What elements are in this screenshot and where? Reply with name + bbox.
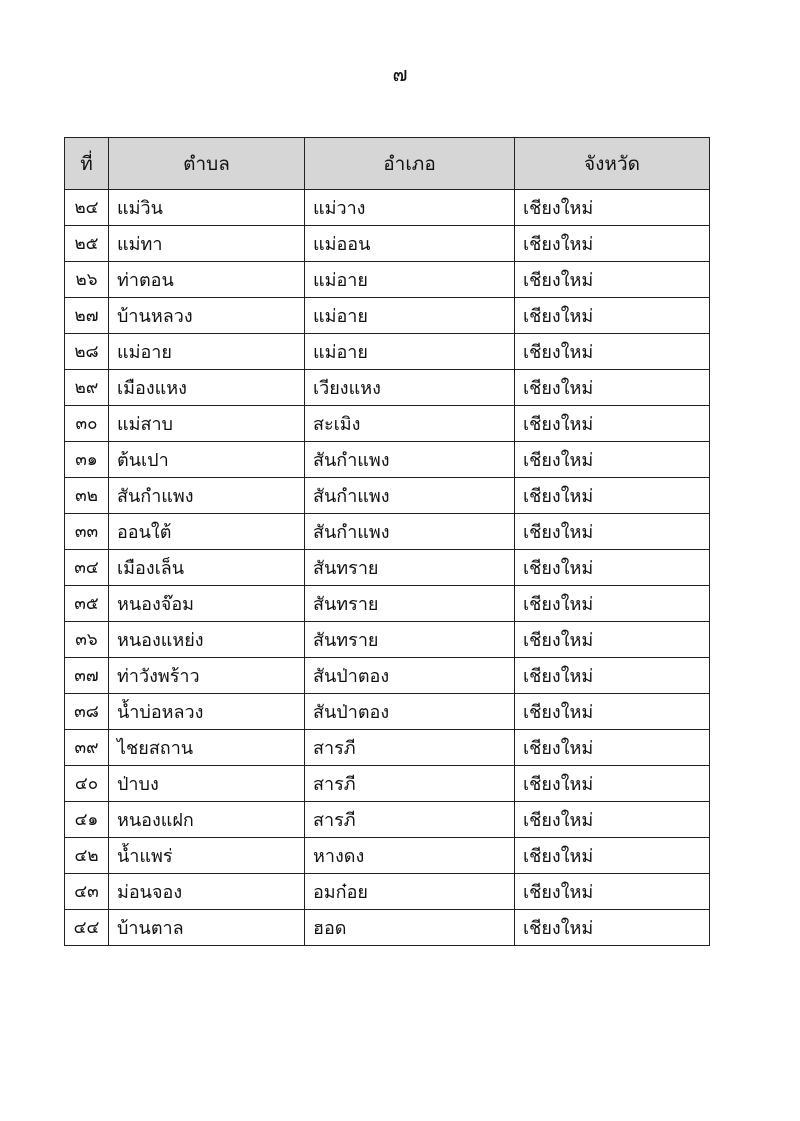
province-cell: เชียงใหม่ bbox=[515, 262, 710, 298]
district-cell: สันกำแพง bbox=[305, 442, 515, 478]
header-row bbox=[65, 138, 710, 190]
table-row bbox=[65, 442, 710, 478]
district-cell: สารภี bbox=[305, 766, 515, 802]
row-number-cell: ๓๑ bbox=[65, 442, 109, 478]
district-cell: สารภี bbox=[305, 730, 515, 766]
province-cell: เชียงใหม่ bbox=[515, 586, 710, 622]
table-row bbox=[65, 874, 710, 910]
subdistrict-cell: ต้นเปา bbox=[109, 442, 305, 478]
subdistrict-cell: แม่ทา bbox=[109, 226, 305, 262]
subdistrict-table bbox=[64, 137, 710, 946]
province-cell: เชียงใหม่ bbox=[515, 694, 710, 730]
province-cell: เชียงใหม่ bbox=[515, 874, 710, 910]
row-number-cell: ๒๕ bbox=[65, 226, 109, 262]
district-cell: สันทราย bbox=[305, 586, 515, 622]
subdistrict-cell: ท่าตอน bbox=[109, 262, 305, 298]
province-cell: เชียงใหม่ bbox=[515, 910, 710, 946]
row-number-cell: ๓๓ bbox=[65, 514, 109, 550]
province-cell: เชียงใหม่ bbox=[515, 226, 710, 262]
table-row bbox=[65, 226, 710, 262]
subdistrict-cell: แม่อาย bbox=[109, 334, 305, 370]
table-row bbox=[65, 766, 710, 802]
province-cell: เชียงใหม่ bbox=[515, 730, 710, 766]
province-cell: เชียงใหม่ bbox=[515, 478, 710, 514]
district-cell: แม่ออน bbox=[305, 226, 515, 262]
row-number-cell: ๓๙ bbox=[65, 730, 109, 766]
table-row bbox=[65, 910, 710, 946]
district-cell: สันป่าตอง bbox=[305, 658, 515, 694]
header-no: ที่ bbox=[65, 138, 109, 190]
table-body bbox=[65, 190, 710, 946]
row-number-cell: ๓๕ bbox=[65, 586, 109, 622]
subdistrict-cell: หนองจ๊อม bbox=[109, 586, 305, 622]
district-cell: สารภี bbox=[305, 802, 515, 838]
subdistrict-cell: ป่าบง bbox=[109, 766, 305, 802]
row-number-cell: ๒๙ bbox=[65, 370, 109, 406]
table-row bbox=[65, 586, 710, 622]
row-number-cell: ๔๔ bbox=[65, 910, 109, 946]
district-cell: สันกำแพง bbox=[305, 514, 515, 550]
subdistrict-cell: สันกำแพง bbox=[109, 478, 305, 514]
table-row bbox=[65, 622, 710, 658]
row-number-cell: ๒๗ bbox=[65, 298, 109, 334]
district-cell: แม่อาย bbox=[305, 298, 515, 334]
table-row bbox=[65, 694, 710, 730]
subdistrict-cell: ไชยสถาน bbox=[109, 730, 305, 766]
district-cell: สันกำแพง bbox=[305, 478, 515, 514]
district-cell: สันทราย bbox=[305, 622, 515, 658]
district-cell: แม่อาย bbox=[305, 334, 515, 370]
subdistrict-cell: บ้านตาล bbox=[109, 910, 305, 946]
district-cell: เวียงแหง bbox=[305, 370, 515, 406]
subdistrict-cell: แม่วิน bbox=[109, 190, 305, 226]
province-cell: เชียงใหม่ bbox=[515, 442, 710, 478]
province-cell: เชียงใหม่ bbox=[515, 298, 710, 334]
subdistrict-cell: เมืองแหง bbox=[109, 370, 305, 406]
subdistrict-cell: หนองแฝก bbox=[109, 802, 305, 838]
row-number-cell: ๓๒ bbox=[65, 478, 109, 514]
table-row bbox=[65, 334, 710, 370]
province-cell: เชียงใหม่ bbox=[515, 802, 710, 838]
district-cell: สะเมิง bbox=[305, 406, 515, 442]
subdistrict-cell: หนองแหย่ง bbox=[109, 622, 305, 658]
row-number-cell: ๓๐ bbox=[65, 406, 109, 442]
row-number-cell: ๒๖ bbox=[65, 262, 109, 298]
subdistrict-cell: น้ำบ่อหลวง bbox=[109, 694, 305, 730]
province-cell: เชียงใหม่ bbox=[515, 370, 710, 406]
subdistrict-cell: ม่อนจอง bbox=[109, 874, 305, 910]
subdistrict-cell: ท่าวังพร้าว bbox=[109, 658, 305, 694]
row-number-cell: ๔๒ bbox=[65, 838, 109, 874]
table-row bbox=[65, 514, 710, 550]
table-row bbox=[65, 838, 710, 874]
province-cell: เชียงใหม่ bbox=[515, 766, 710, 802]
subdistrict-cell: น้ำแพร่ bbox=[109, 838, 305, 874]
province-cell: เชียงใหม่ bbox=[515, 190, 710, 226]
row-number-cell: ๔๑ bbox=[65, 802, 109, 838]
subdistrict-cell: ออนใต้ bbox=[109, 514, 305, 550]
table-row bbox=[65, 802, 710, 838]
row-number-cell: ๓๔ bbox=[65, 550, 109, 586]
row-number-cell: ๔๓ bbox=[65, 874, 109, 910]
table-row bbox=[65, 658, 710, 694]
table-row bbox=[65, 550, 710, 586]
row-number-cell: ๓๖ bbox=[65, 622, 109, 658]
table-row bbox=[65, 730, 710, 766]
row-number-cell: ๔๐ bbox=[65, 766, 109, 802]
header-subdistrict: ตำบล bbox=[109, 138, 305, 190]
province-cell: เชียงใหม่ bbox=[515, 550, 710, 586]
table-row bbox=[65, 298, 710, 334]
header-district: อำเภอ bbox=[305, 138, 515, 190]
district-cell: หางดง bbox=[305, 838, 515, 874]
province-cell: เชียงใหม่ bbox=[515, 334, 710, 370]
subdistrict-table-container bbox=[64, 137, 710, 946]
table-row bbox=[65, 190, 710, 226]
province-cell: เชียงใหม่ bbox=[515, 622, 710, 658]
header-province: จังหวัด bbox=[515, 138, 710, 190]
row-number-cell: ๓๗ bbox=[65, 658, 109, 694]
table-row bbox=[65, 370, 710, 406]
province-cell: เชียงใหม่ bbox=[515, 838, 710, 874]
province-cell: เชียงใหม่ bbox=[515, 514, 710, 550]
district-cell: ฮอด bbox=[305, 910, 515, 946]
district-cell: อมก๋อย bbox=[305, 874, 515, 910]
district-cell: แม่วาง bbox=[305, 190, 515, 226]
province-cell: เชียงใหม่ bbox=[515, 406, 710, 442]
subdistrict-cell: บ้านหลวง bbox=[109, 298, 305, 334]
district-cell: สันป่าตอง bbox=[305, 694, 515, 730]
subdistrict-cell: เมืองเล็น bbox=[109, 550, 305, 586]
subdistrict-cell: แม่สาบ bbox=[109, 406, 305, 442]
row-number-cell: ๓๘ bbox=[65, 694, 109, 730]
table-row bbox=[65, 406, 710, 442]
table-header bbox=[65, 138, 710, 190]
table-row bbox=[65, 262, 710, 298]
district-cell: แม่อาย bbox=[305, 262, 515, 298]
row-number-cell: ๒๘ bbox=[65, 334, 109, 370]
province-cell: เชียงใหม่ bbox=[515, 658, 710, 694]
page-number: ๗ bbox=[392, 62, 408, 86]
table-row bbox=[65, 478, 710, 514]
row-number-cell: ๒๔ bbox=[65, 190, 109, 226]
district-cell: สันทราย bbox=[305, 550, 515, 586]
